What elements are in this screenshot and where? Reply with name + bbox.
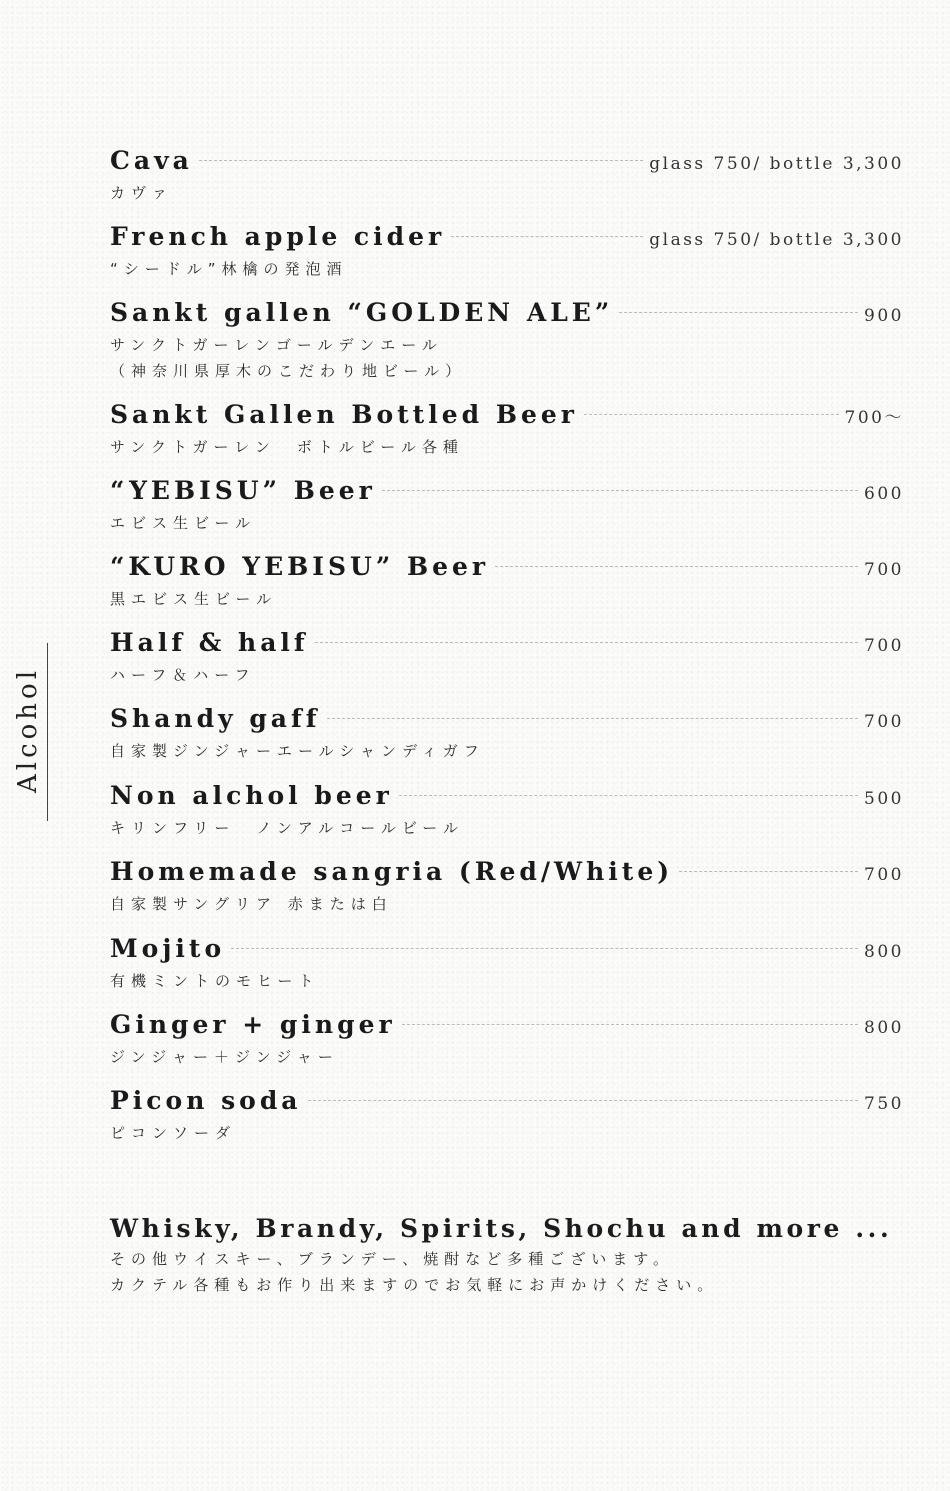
item-price: 900 [864,306,904,326]
dot-leader [451,236,643,237]
item-name: Cava [110,146,193,175]
item-name: “KURO YEBISU” Beer [110,552,490,581]
item-price: 700〜 [844,408,904,428]
dot-leader [231,948,858,949]
menu-item [110,476,904,536]
item-description: 黒エビス生ビール [110,590,278,608]
menu-item [110,400,904,460]
item-name: Picon soda [110,1086,302,1115]
item-name: “YEBISU” Beer [110,476,376,505]
dot-leader [679,871,858,872]
item-name: Half & half [110,628,309,657]
item-description: （神奈川県厚木のこだわり地ビール） [110,362,467,380]
item-description: カヴァ [110,184,173,202]
menu-item [110,552,904,612]
item-name: French apple cider [110,222,446,251]
footer-note [110,1212,910,1298]
item-price: 700 [864,712,904,732]
item-price: 700 [864,560,904,580]
item-price: glass 750/ bottle 3,300 [649,154,904,174]
item-name: Sankt gallen “GOLDEN ALE” [110,298,614,327]
item-price: 500 [864,789,904,809]
dot-leader [199,160,643,161]
menu-item [110,298,904,384]
item-name: Homemade sangria (Red/White) [110,857,674,886]
item-price: 700 [864,865,904,885]
item-name: Shandy gaff [110,704,321,733]
item-description: ピコンソーダ [110,1124,237,1142]
menu-item [110,628,904,688]
menu-item [110,934,904,994]
dot-leader [399,795,858,796]
section-divider [47,643,48,821]
menu-item [110,704,904,764]
item-description: 有機ミントのモヒート [110,972,320,990]
item-description: ジンジャー＋ジンジャー [110,1048,339,1066]
dot-leader [308,1100,859,1101]
item-description: サンクトガーレンゴールデンエール [110,336,443,354]
section-label-text: Alcohol [13,666,43,794]
item-name: Non alchol beer [110,781,393,810]
dot-leader [327,718,859,719]
menu-item [110,857,904,917]
section-label [12,660,44,800]
item-name: Sankt Gallen Bottled Beer [110,400,578,429]
item-price: 800 [864,942,904,962]
item-price: 700 [864,636,904,656]
item-price: 800 [864,1018,904,1038]
item-price: 750 [864,1094,904,1114]
item-description: キリンフリー ノンアルコールビール [110,819,465,837]
dot-leader [495,566,858,567]
item-description: ハーフ＆ハーフ [110,666,256,684]
item-description: 自家製ジンジャーエールシャンディガフ [110,742,485,760]
item-price: 600 [864,484,904,504]
menu-item [110,222,904,282]
footer-title: Whisky, Brandy, Spirits, Shochu and more ... [110,1214,893,1243]
dot-leader [382,490,858,491]
item-name: Ginger + ginger [110,1010,396,1039]
menu-item [110,1010,904,1070]
footer-line: カクテル各種もお作り出来ますのでお気軽にお声かけください。 [110,1276,719,1294]
menu-item [110,146,904,206]
item-description: 自家製サングリア 赤または白 [110,895,393,913]
footer-line: その他ウイスキー、ブランデー、焼酎など多種ございます。 [110,1250,675,1268]
menu-item [110,781,904,841]
dot-leader [402,1024,858,1025]
item-description: エビス生ビール [110,514,257,532]
dot-leader [584,414,839,415]
dot-leader [315,642,858,643]
dot-leader [619,312,858,313]
item-name: Mojito [110,934,226,963]
item-description: “シードル”林檎の発泡酒 [110,260,348,278]
item-description: サンクトガーレン ボトルビール各種 [110,438,464,456]
item-price: glass 750/ bottle 3,300 [649,230,904,250]
menu-item [110,1086,904,1146]
